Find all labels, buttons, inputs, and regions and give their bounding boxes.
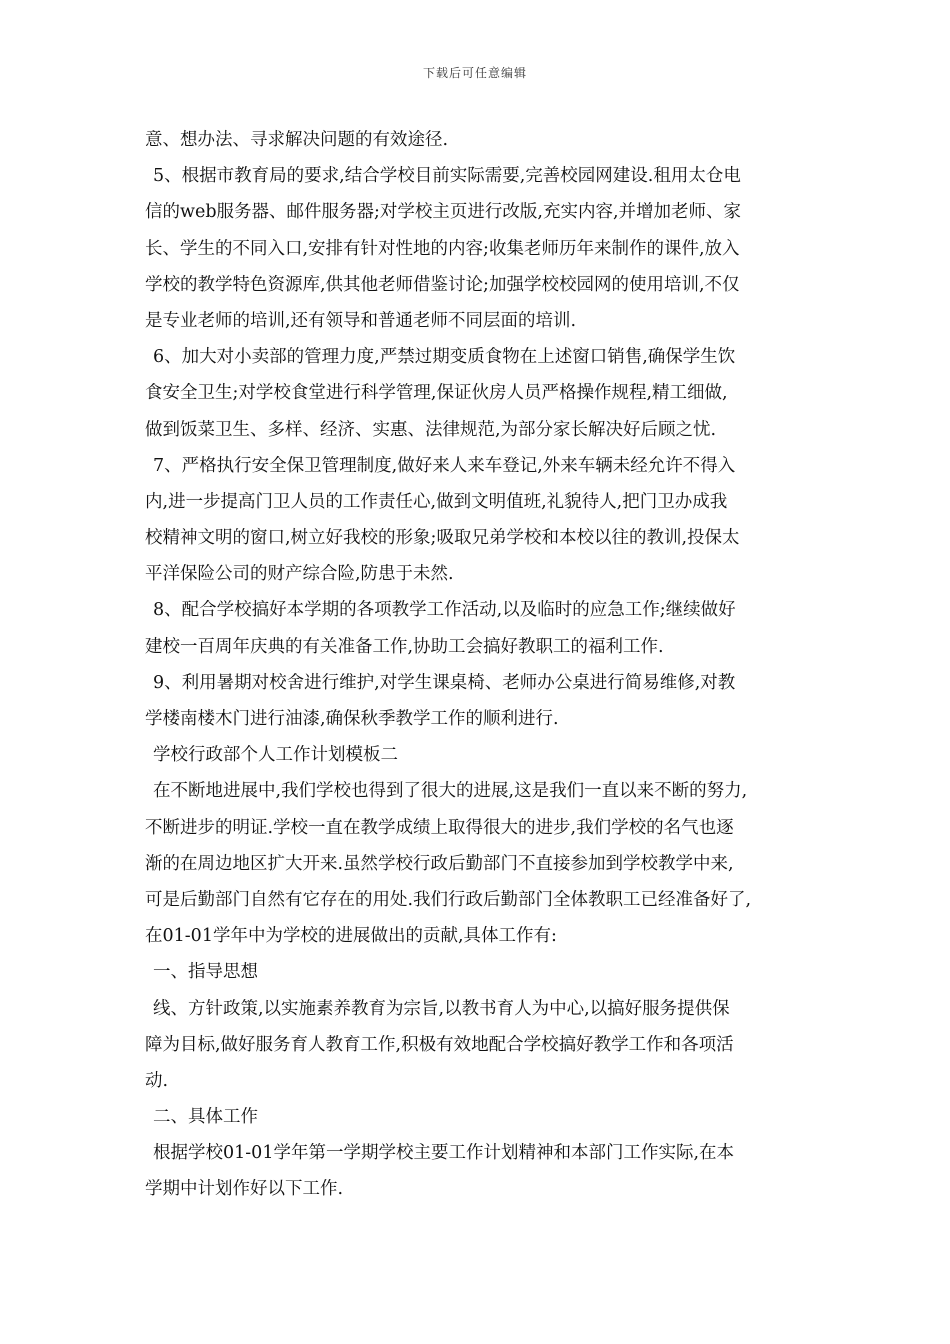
text-line: 一、指导思想 bbox=[153, 962, 258, 983]
text-line: 建校一百周年庆典的有关准备工作,协助工会搞好教职工的福利工作. bbox=[145, 636, 664, 657]
text-line: 做到饭菜卫生、多样、经济、实惠、法律规范,为部分家长解决好后顾之忧. bbox=[145, 419, 717, 440]
text-line: 可是后勤部门自然有它存在的用处.我们行政后勤部门全体教职工已经准备好了, bbox=[145, 889, 752, 910]
text-line: 6、加大对小卖部的管理力度,严禁过期变质食物在上述窗口销售,确保学生饮 bbox=[153, 347, 736, 368]
text-line: 二、具体工作 bbox=[153, 1107, 258, 1128]
text-line: 在01-01学年中为学校的进展做出的贡献,具体工作有: bbox=[145, 926, 557, 947]
text-line: 内,进一步提高门卫人员的工作责任心,做到文明值班,礼貌待人,把门卫办成我 bbox=[145, 491, 728, 512]
text-line: 是专业老师的培训,还有领导和普通老师不同层面的培训. bbox=[145, 310, 577, 331]
text-line: 学校行政部个人工作计划模板二 bbox=[153, 745, 398, 766]
text-line: 5、根据市教育局的要求,结合学校目前实际需要,完善校园网建设.租用太仓电 bbox=[153, 166, 741, 187]
text-line: 平洋保险公司的财产综合险,防患于未然. bbox=[145, 564, 454, 585]
page-header: 下载后可任意编辑 bbox=[422, 66, 527, 80]
text-line: 7、严格执行安全保卫管理制度,做好来人来车登记,外来车辆未经允许不得入 bbox=[153, 455, 736, 476]
text-line: 长、学生的不同入口,安排有针对性地的内容;收集老师历年来制作的课件,放入 bbox=[145, 238, 740, 259]
text-line: 9、利用暑期对校舍进行维护,对学生课桌椅、老师办公桌进行简易维修,对教 bbox=[153, 672, 736, 693]
text-line: 渐的在周边地区扩大开来.虽然学校行政后勤部门不直接参加到学校教学中来, bbox=[145, 853, 734, 874]
text-line: 根据学校01-01学年第一学期学校主要工作计划精神和本部门工作实际,在本 bbox=[153, 1143, 735, 1164]
text-line: 意、想办法、寻求解决问题的有效途径. bbox=[145, 130, 449, 150]
text-line: 学楼南楼木门进行油漆,确保秋季教学工作的顺利进行. bbox=[145, 709, 559, 729]
text-line: 学期中计划作好以下工作. bbox=[145, 1179, 344, 1200]
text-line: 线、方针政策,以实施素养教育为宗旨,以教书育人为中心,以搞好服务提供保 bbox=[153, 998, 730, 1019]
text-line: 不断进步的明证.学校一直在教学成绩上取得很大的进步,我们学校的名气也逐 bbox=[145, 817, 734, 838]
text-line: 信的web服务器、邮件服务器;对学校主页进行改版,充实内容,并增加老师、家 bbox=[145, 202, 742, 223]
text-line: 在不断地进展中,我们学校也得到了很大的进展,这是我们一直以来不断的努力, bbox=[153, 781, 748, 802]
document-body bbox=[145, 122, 813, 1208]
text-line: 食安全卫生;对学校食堂进行科学管理,保证伙房人员严格操作规程,精工细做, bbox=[145, 383, 728, 404]
text-line: 障为目标,做好服务育人教育工作,积极有效地配合学校搞好教学工作和各项活 bbox=[145, 1034, 734, 1055]
text-line: 动. bbox=[145, 1070, 169, 1091]
text-line: 学校的教学特色资源库,供其他老师借鉴讨论;加强学校校园网的使用培训,不仅 bbox=[145, 274, 740, 295]
text-line: 校精神文明的窗口,树立好我校的形象;吸取兄弟学校和本校以往的教训,投保太 bbox=[145, 528, 740, 549]
text-line: 8、配合学校搞好本学期的各项教学工作活动,以及临时的应急工作;继续做好 bbox=[153, 600, 736, 621]
